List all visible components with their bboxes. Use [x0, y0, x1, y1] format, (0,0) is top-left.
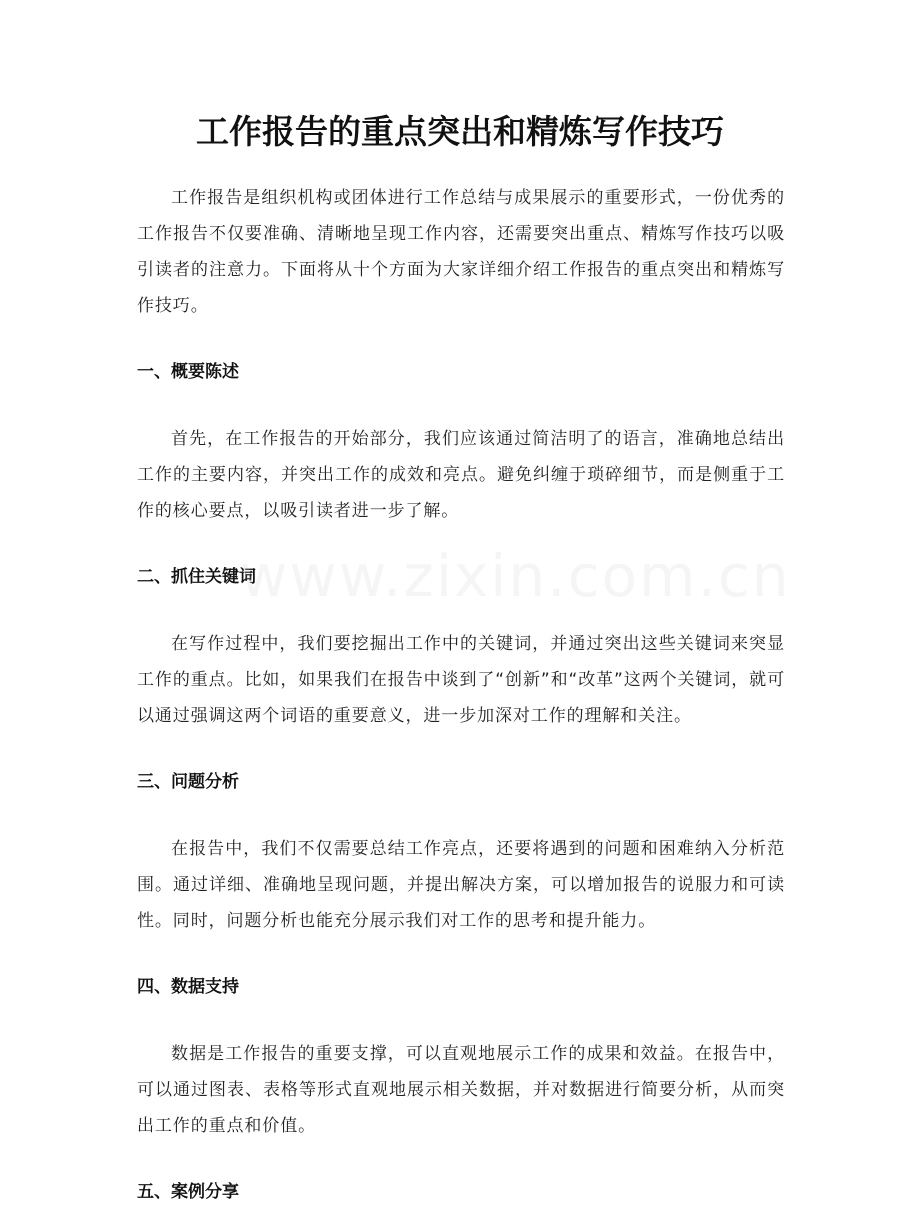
section-heading-4: 四、数据支持: [137, 977, 239, 997]
intro-paragraph: 工作报告是组织机构或团体进行工作总结与成果展示的重要形式，一份优秀的工作报告不仅要准确、清晰地呈现工作内容，还需要突出重点、精炼写作技巧以吸引读者的注意力。下面将从十个方面为大家详细介绍工作报告的重点突出和精炼写作技巧。: [137, 188, 785, 316]
page-title: 工作报告的重点突出和精炼写作技巧: [196, 112, 724, 151]
section-paragraph-1: 首先，在工作报告的开始部分，我们应该通过简洁明了的语言，准确地总结出工作的主要内容，并突出工作的成效和亮点。避免纠缠于琐碎细节，而是侧重于工作的核心要点，以吸引读者进一步了解。: [137, 429, 785, 521]
section-heading-2: 二、抓住关键词: [137, 567, 256, 587]
section-paragraph-4: 数据是工作报告的重要支撑，可以直观地展示工作的成果和效益。在报告中，可以通过图表、表格等形式直观地展示相关数据，并对数据进行简要分析，从而突出工作的重点和价值。: [137, 1044, 785, 1136]
document-body: [137, 180, 785, 1210]
watermark-text: www.zixin.com.cn: [240, 542, 791, 610]
section-heading-1: 一、概要陈述: [137, 362, 239, 382]
section-paragraph-2: 在写作过程中，我们要挖掘出工作中的关键词，并通过突出这些关键词来突显工作的重点。比如，如果我们在报告中谈到了“创新”和“改革”这两个关键词，就可以通过强调这两个词语的重要意义，进一步加深对工作的理解和关注。: [137, 634, 785, 726]
section-paragraph-3: 在报告中，我们不仅需要总结工作亮点，还要将遇到的问题和困难纳入分析范围。通过详细、准确地呈现问题，并提出解决方案，可以增加报告的说服力和可读性。同时，问题分析也能充分展示我们对工作的思考和提升能力。: [137, 839, 785, 931]
section-heading-5: 五、案例分享: [137, 1182, 239, 1202]
section-heading-3: 三、问题分析: [137, 772, 239, 792]
